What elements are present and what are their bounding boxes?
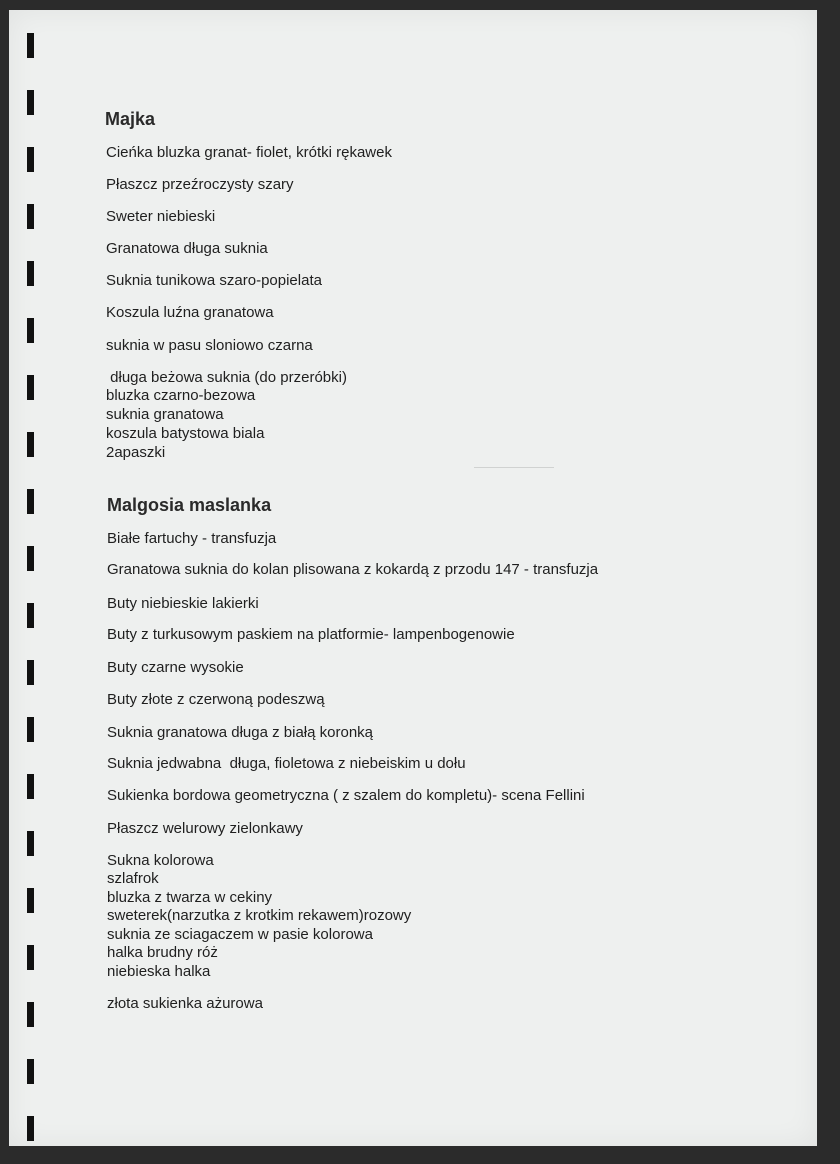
binding-hole	[27, 603, 34, 628]
list-item: Białe fartuchy - transfuzja	[107, 530, 277, 547]
list-item: Suknia jedwabna długa, fioletowa z niebeiskim u dołu	[107, 755, 466, 772]
list-item: suknia ze sciagaczem w pasie kolorowa	[107, 926, 373, 943]
list-item: Cieńka bluzka granat- fiolet, krótki rękawek	[106, 144, 392, 161]
list-item: Sukna kolorowa	[107, 852, 214, 869]
list-item: Sweter niebieski	[106, 208, 216, 225]
binding-hole	[27, 1116, 34, 1141]
list-item: Suknia granatowa długa z białą koronką	[107, 724, 374, 741]
list-item: suknia w pasu sloniowo czarna	[106, 337, 313, 354]
list-item: długa beżowa suknia (do przeróbki)	[106, 369, 347, 386]
list-item: Koszula luźna granatowa	[106, 304, 274, 321]
paper-mark	[474, 467, 554, 468]
binding-hole	[27, 546, 34, 571]
list-item: Buty z turkusowym paskiem na platformie- lampenbogenowie	[107, 626, 515, 643]
list-item: bluzka z twarza w cekiny	[107, 889, 273, 906]
list-item: złota sukienka ażurowa	[107, 995, 263, 1012]
binding-hole	[27, 717, 34, 742]
list-item: Suknia tunikowa szaro-popielata	[106, 272, 322, 289]
binding-hole	[27, 831, 34, 856]
list-item: niebieska halka	[107, 963, 211, 980]
binding-hole	[27, 261, 34, 286]
list-item: Sukienka bordowa geometryczna ( z szalem do kompletu)- scena Fellini	[107, 787, 585, 804]
list-item: Granatowa długa suknia	[106, 240, 268, 257]
binding-hole	[27, 33, 34, 58]
binding-hole	[27, 1059, 34, 1084]
list-item: Buty złote z czerwoną podeszwą	[107, 691, 325, 708]
binding-hole	[27, 489, 34, 514]
binding-hole	[27, 774, 34, 799]
binding-hole	[27, 660, 34, 685]
binding-hole	[27, 375, 34, 400]
binding-hole	[27, 1002, 34, 1027]
list-item: Buty czarne wysokie	[107, 659, 244, 676]
list-item: Płaszcz welurowy zielonkawy	[107, 820, 303, 837]
binding-hole	[27, 147, 34, 172]
list-item: 2apaszki	[106, 444, 166, 461]
list-item: halka brudny róż	[107, 944, 218, 961]
list-item: Buty niebieskie lakierki	[107, 595, 259, 612]
list-item: szlafrok	[107, 870, 159, 887]
binding-hole	[27, 888, 34, 913]
list-item: suknia granatowa	[106, 406, 224, 423]
binding-hole	[27, 945, 34, 970]
document-page	[9, 10, 817, 1146]
list-item: Granatowa suknia do kolan plisowana z kokardą z przodu 147 - transfuzja	[107, 561, 599, 578]
list-item: sweterek(narzutka z krotkim rekawem)rozowy	[107, 907, 412, 924]
binding-hole	[27, 432, 34, 457]
binding-hole	[27, 90, 34, 115]
list-item: bluzka czarno-bezowa	[106, 387, 256, 404]
list-item: koszula batystowa biala	[106, 425, 265, 442]
spiral-binding	[27, 10, 35, 1146]
section-heading-malgosia: Malgosia maslanka	[107, 495, 272, 515]
binding-hole	[27, 204, 34, 229]
section-heading-majka: Majka	[105, 109, 156, 129]
binding-hole	[27, 318, 34, 343]
list-item: Płaszcz przeźroczysty szary	[106, 176, 294, 193]
